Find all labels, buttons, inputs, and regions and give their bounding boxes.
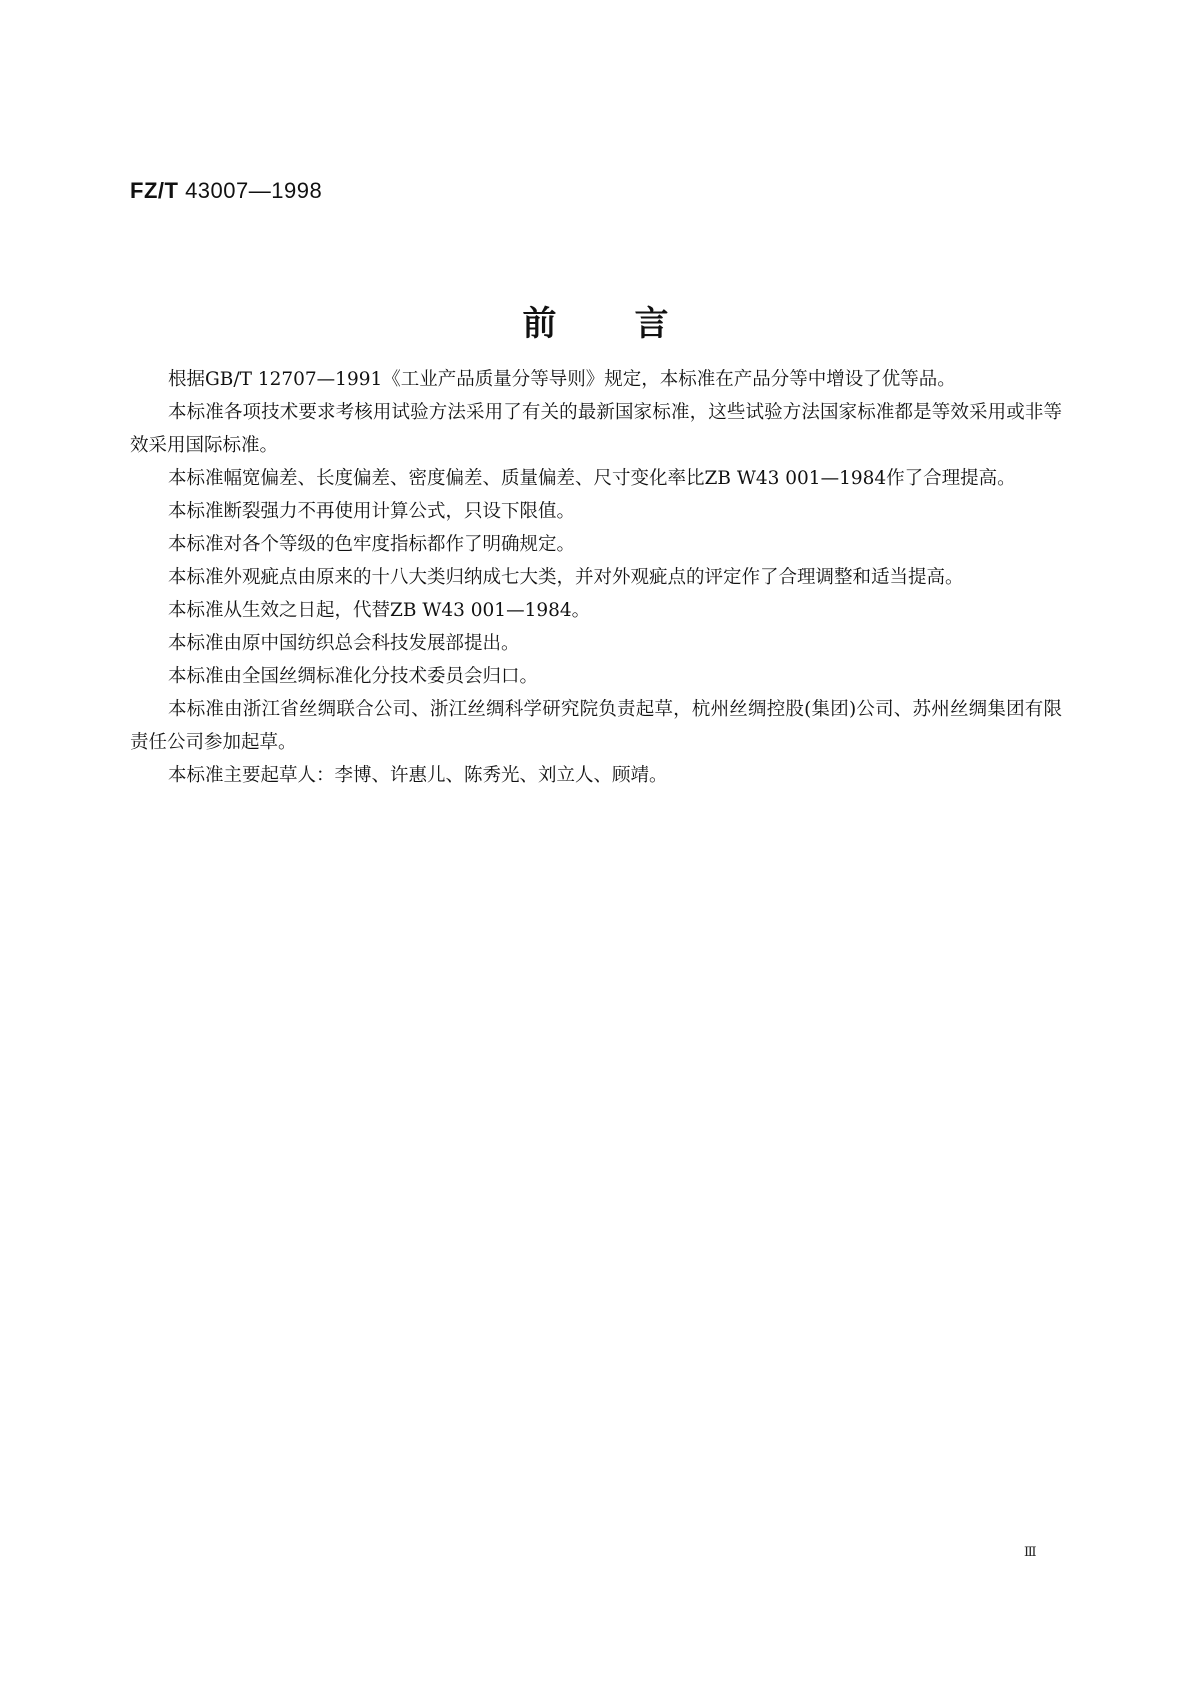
paragraph-9: 本标准由全国丝绸标准化分技术委员会归口。 [168, 666, 539, 687]
standard-code [130, 178, 322, 204]
paragraph-4: 本标准断裂强力不再使用计算公式，只设下限值。 [168, 501, 576, 522]
paragraph-8: 本标准由原中国纺织总会科技发展部提出。 [168, 633, 520, 654]
page-number: Ⅲ [1024, 1545, 1037, 1560]
paragraph-1: 根据GB/T 12707—1991《工业产品质量分等导则》规定，本标准在产品分等中增设了优等品。 [168, 369, 956, 390]
standard-code-prefix: FZ/T [130, 178, 179, 203]
paragraph-2: 本标准各项技术要求考核用试验方法采用了有关的最新国家标准，这些试验方法国家标准都是等效采用或非等效采用国际标准。 [130, 402, 1062, 456]
paragraph-5: 本标准对各个等级的色牢度指标都作了明确规定。 [168, 534, 576, 555]
paragraph-7: 本标准从生效之日起，代替ZB W43 001—1984。 [168, 600, 591, 621]
paragraph-11: 本标准主要起草人：李博、许惠儿、陈秀光、刘立人、顾靖。 [168, 765, 668, 786]
standard-code-number: 43007—1998 [185, 178, 323, 203]
paragraph-6: 本标准外观疵点由原来的十八大类归纳成七大类，并对外观疵点的评定作了合理调整和适当提高。 [168, 567, 964, 588]
paragraph-3: 本标准幅宽偏差、长度偏差、密度偏差、质量偏差、尺寸变化率比ZB W43 001—1984作了合理提高。 [168, 468, 1016, 489]
foreword-body [130, 363, 1062, 792]
page-title: 前言 [522, 304, 747, 344]
paragraph-10: 本标准由浙江省丝绸联合公司、浙江丝绸科学研究院负责起草，杭州丝绸控股(集团)公司、苏州丝绸集团有限责任公司参加起草。 [130, 699, 1062, 753]
